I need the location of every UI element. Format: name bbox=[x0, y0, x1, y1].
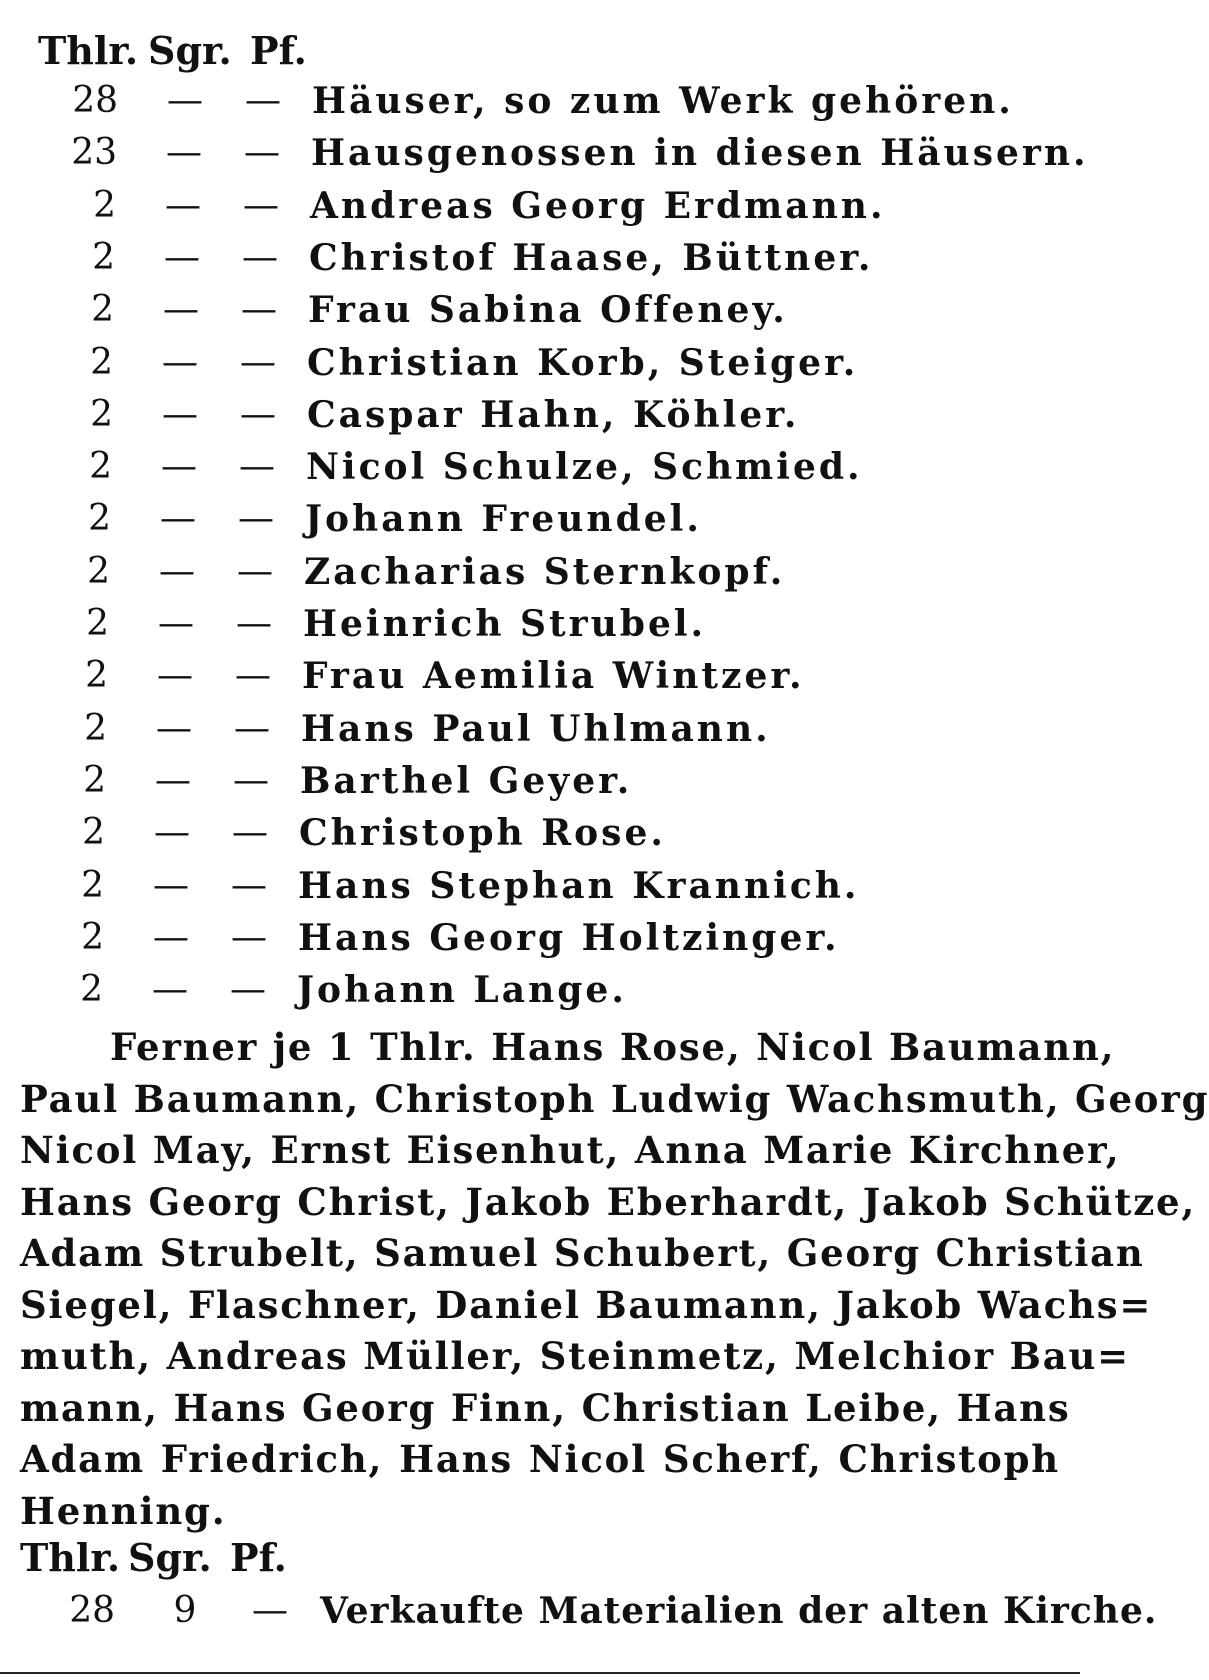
amount-pf: — bbox=[243, 184, 279, 226]
amount-sgr: — bbox=[158, 603, 194, 644]
amount-sgr: — bbox=[161, 446, 197, 488]
paragraph-line: Henning. bbox=[20, 1488, 227, 1533]
entry-text: Hausgenossen in diesen Häusern. bbox=[311, 132, 1089, 175]
entry-text: Heinrich Strubel. bbox=[303, 603, 707, 645]
ledger-row bbox=[0, 969, 1080, 1021]
amount-sgr: — bbox=[159, 550, 195, 592]
bottom-rule bbox=[0, 1672, 1080, 1674]
header2-pf: Pf. bbox=[230, 1535, 287, 1580]
amount-pf: — bbox=[233, 759, 269, 801]
paragraph-line: mann, Hans Georg Finn, Christian Leibe, Hans bbox=[20, 1385, 1071, 1430]
amount-thlr: 28 bbox=[72, 80, 118, 121]
entry-text: Johann Lange. bbox=[297, 969, 627, 1012]
amount-thlr: 2 bbox=[81, 864, 104, 906]
amount-pf: — bbox=[239, 446, 275, 488]
ledger-row bbox=[0, 185, 1080, 237]
amount-thlr: 2 bbox=[84, 707, 107, 749]
amount-pf: — bbox=[238, 498, 274, 540]
ledger-row bbox=[0, 132, 1089, 184]
final-sgr: 9 bbox=[173, 1590, 197, 1631]
amount-pf: — bbox=[245, 80, 281, 121]
ledger-row bbox=[0, 289, 1080, 341]
amount-thlr: 2 bbox=[82, 812, 105, 854]
ledger-row bbox=[0, 917, 1080, 969]
amount-sgr: — bbox=[166, 132, 202, 174]
entry-text: Andreas Georg Erdmann. bbox=[310, 184, 886, 227]
amount-sgr: — bbox=[155, 759, 191, 801]
ledger-row bbox=[0, 551, 1080, 603]
column-header-top bbox=[0, 28, 400, 78]
amount-pf: — bbox=[240, 341, 276, 383]
amount-sgr: — bbox=[167, 80, 203, 121]
amount-sgr: — bbox=[157, 655, 193, 697]
entry-text: Hans Stephan Krannich. bbox=[298, 864, 860, 907]
final-pf: — bbox=[252, 1590, 288, 1631]
amount-sgr: — bbox=[160, 498, 196, 540]
amount-thlr: 2 bbox=[89, 446, 112, 488]
amount-sgr: — bbox=[154, 812, 190, 854]
paragraph-line: Paul Baumann, Christoph Ludwig Wachsmuth, Georg bbox=[20, 1076, 1209, 1121]
ledger-row bbox=[0, 865, 1080, 917]
amount-pf: — bbox=[230, 969, 266, 1011]
amount-pf: — bbox=[231, 916, 267, 958]
final-ledger-row bbox=[0, 1590, 1158, 1642]
ledger-row bbox=[0, 498, 1080, 550]
entry-text: Frau Aemilia Wintzer. bbox=[302, 655, 805, 698]
final-text: Verkaufte Materialien der alten Kirche. bbox=[320, 1590, 1158, 1632]
amount-thlr: 2 bbox=[83, 759, 106, 801]
ledger-row bbox=[0, 708, 1080, 760]
entry-text: Zacharias Sternkopf. bbox=[304, 550, 786, 593]
header-thlr: Thlr. bbox=[38, 28, 139, 73]
header2-sgr: Sgr. bbox=[128, 1535, 212, 1580]
amount-sgr: — bbox=[153, 916, 189, 958]
amount-pf: — bbox=[240, 393, 276, 435]
paragraph-line: Ferner je 1 Thlr. Hans Rose, Nicol Baumann, bbox=[110, 1025, 1116, 1069]
ledger-row bbox=[0, 812, 1080, 864]
amount-pf: — bbox=[242, 236, 278, 278]
amount-sgr: — bbox=[164, 236, 200, 278]
ledger-row bbox=[0, 603, 1080, 655]
header-sgr: Sgr. bbox=[148, 28, 232, 73]
final-thlr: 28 bbox=[69, 1590, 115, 1631]
amount-sgr: — bbox=[152, 969, 188, 1011]
amount-thlr: 2 bbox=[85, 655, 108, 697]
ledger-row bbox=[0, 80, 1080, 132]
ledger-row bbox=[0, 394, 1080, 446]
amount-pf: — bbox=[237, 550, 273, 592]
amount-thlr: 2 bbox=[80, 969, 103, 1011]
amount-thlr: 23 bbox=[71, 132, 117, 174]
amount-pf: — bbox=[236, 603, 272, 644]
entry-text: Christof Haase, Büttner. bbox=[309, 236, 874, 279]
paragraph-line: Adam Strubelt, Samuel Schubert, Georg Christian bbox=[20, 1231, 1145, 1275]
amount-thlr: 2 bbox=[90, 341, 113, 383]
amount-pf: — bbox=[244, 132, 280, 174]
entry-text: Hans Georg Holtzinger. bbox=[298, 916, 840, 959]
ledger-row bbox=[0, 760, 1080, 812]
paragraph-line: Siegel, Flaschner, Daniel Baumann, Jakob Wachs= bbox=[20, 1282, 1153, 1327]
paragraph-line: Nicol May, Ernst Eisenhut, Anna Marie Kirchner, bbox=[20, 1128, 1121, 1172]
ledger-row bbox=[0, 237, 1080, 289]
amount-pf: — bbox=[232, 812, 268, 854]
entry-text: Christian Korb, Steiger. bbox=[307, 341, 859, 384]
amount-thlr: 2 bbox=[91, 289, 114, 331]
paragraph-line: Adam Friedrich, Hans Nicol Scherf, Christoph bbox=[20, 1437, 1060, 1481]
amount-pf: — bbox=[231, 864, 267, 906]
amount-sgr: — bbox=[165, 184, 201, 226]
amount-pf: — bbox=[234, 707, 270, 749]
entry-text: Frau Sabina Offeney. bbox=[308, 289, 788, 332]
entry-text: Hans Paul Uhlmann. bbox=[301, 707, 771, 750]
amount-thlr: 2 bbox=[86, 603, 109, 644]
amount-pf: — bbox=[235, 655, 271, 697]
header-pf: Pf. bbox=[250, 28, 307, 73]
entry-text: Christoph Rose. bbox=[299, 812, 666, 855]
amount-thlr: 2 bbox=[90, 393, 113, 435]
amount-thlr: 2 bbox=[92, 236, 115, 278]
ledger-row bbox=[0, 655, 1080, 707]
amount-sgr: — bbox=[156, 707, 192, 749]
amount-sgr: — bbox=[162, 341, 198, 383]
column-header-bottom bbox=[0, 1535, 400, 1585]
entry-text: Caspar Hahn, Köhler. bbox=[307, 393, 800, 436]
amount-thlr: 2 bbox=[93, 184, 116, 226]
amount-sgr: — bbox=[163, 289, 199, 331]
entry-text: Häuser, so zum Werk gehören. bbox=[312, 80, 1014, 122]
amount-pf: — bbox=[241, 289, 277, 331]
amount-thlr: 2 bbox=[87, 550, 110, 592]
paragraph-line: Hans Georg Christ, Jakob Eberhardt, Jakob Schütze, bbox=[20, 1179, 1197, 1224]
amount-thlr: 2 bbox=[81, 916, 104, 958]
ledger-row bbox=[0, 446, 1080, 498]
ledger-row bbox=[0, 342, 1080, 394]
amount-sgr: — bbox=[162, 393, 198, 435]
entry-text: Nicol Schulze, Schmied. bbox=[306, 446, 863, 489]
amount-thlr: 2 bbox=[88, 498, 111, 540]
header2-thlr: Thlr. bbox=[20, 1535, 121, 1580]
entry-text: Barthel Geyer. bbox=[300, 759, 633, 802]
entry-text: Johann Freundel. bbox=[305, 498, 702, 541]
paragraph-line: muth, Andreas Müller, Steinmetz, Melchior Bau= bbox=[20, 1334, 1130, 1378]
donor-paragraph bbox=[20, 1022, 1209, 1537]
amount-sgr: — bbox=[153, 864, 189, 906]
